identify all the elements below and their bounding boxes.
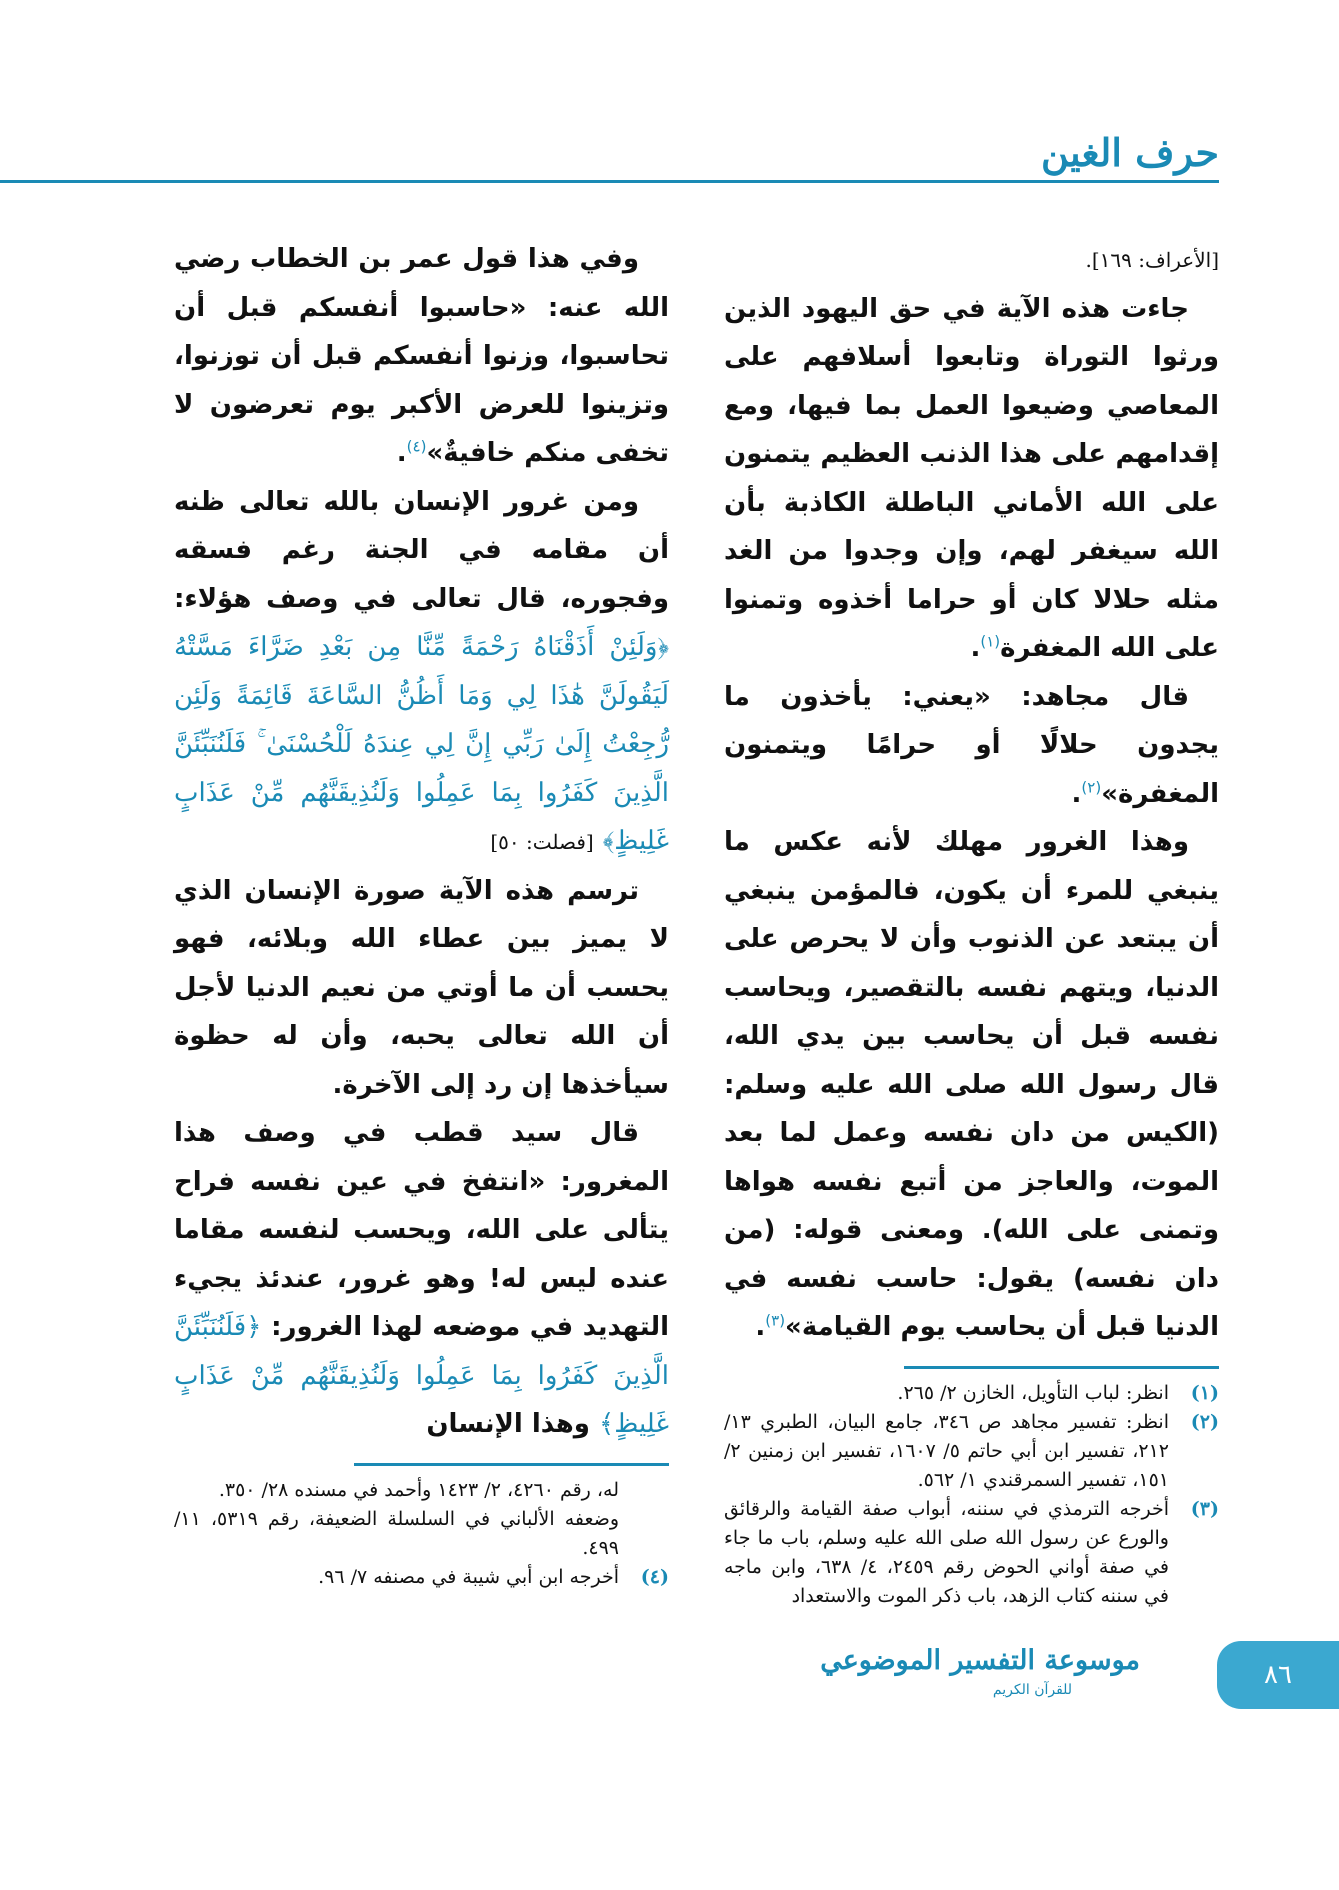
footnote-number: (١) <box>1190 1381 1219 1404</box>
footnote-marker[interactable]: (١) <box>980 632 1001 651</box>
footnote: (٣) أخرجه الترمذي في سننه، أبواب صفة القيامة والرقائق والورع عن رسول الله صلى الله عليه وسلم، باب ما جاء في صفة أواني الحوض رقم ٢٤٥٩، ٤/ ٦٣٨، وابن ماجه في سننه كتاب الزهد، باب ذكر الموت والاستعداد <box>724 1495 1219 1611</box>
right-column-body <box>724 235 1219 1352</box>
footnote-number: (٤) <box>640 1565 669 1588</box>
footnotes-right <box>724 1366 1219 1611</box>
quran-verse: ﴿وَلَئِنْ أَذَقْنَاهُ رَحْمَةً مِّنَّا مِن بَعْدِ ضَرَّاءَ مَسَّتْهُ لَيَقُولَنَّ هَٰذَا لِي وَمَا أَظُنُّ السَّاعَةَ قَائِمَةً وَلَئِن رُّجِعْتُ إِلَىٰ رَبِّي إِنَّ لِي عِندَهُ لَلْحُسْنَىٰ ۚ فَلَنُنَبِّئَنَّ الَّذِينَ كَفَرُوا بِمَا عَمِلُوا وَلَنُذِيقَنَّهُم مِّنْ عَذَابٍ غَلِيظٍ﴾ <box>174 632 669 856</box>
footnote-continuation: له، رقم ٤٢٦٠، ٢/ ١٤٢٣ وأحمد في مسنده ٢٨/ ٣٥٠. <box>218 1478 619 1501</box>
paragraph: وهذا الغرور مهلك لأنه عكس ما ينبغي للمرء أن يكون، فالمؤمن ينبغي أن يبتعد عن الذنوب وأن لا يحرص على الدنيا، ويتهم نفسه بالتقصير، ويحاسب نفسه قبل أن يحاسب بين يدي الله، قال رسول الله صلى الله عليه وسلم: (الكيس من دان نفسه وعمل لما بعد الموت، والعاجز من أتبع نفسه هواها وتمنى على الله). ومعنى قوله: (من دان نفسه) يقول: حاسب نفسه في الدنيا قبل أن يحاسب يوم القيامة»$^{(٣)}$. <box>724 827 1219 1342</box>
footnote-continuation: وضعفه الألباني في السلسلة الضعيفة، رقم ٥٣١٩، ١١/ ٤٩٩. <box>174 1507 619 1559</box>
paragraph: وفي هذا قول عمر بن الخطاب رضي الله عنه: «حاسبوا أنفسكم قبل أن تحاسبوا، وزنوا أنفسكم قبل أن توزنوا، وتزينوا للعرض الأكبر يوم تعرضون لا تخفى منكم خافيةٌ»$^{(٤)}$. <box>174 244 669 468</box>
footnotes-left <box>174 1463 669 1592</box>
encyclopedia-logo <box>820 1641 1140 1721</box>
paragraph: جاءت هذه الآية في حق اليهود الذين ورثوا التوراة وتابعوا أسلافهم على المعاصي وضيعوا العمل بما فيها، ومع إقدامهم على هذا الذنب العظيم يتمنون على الله الأماني الباطلة الكاذبة بأن الله سيغفر لهم، وإن وجدوا من الغد مثله حلالا كان أو حراما أخذوه وتمنوا على الله المغفرة$^{(١)}$. <box>724 293 1219 663</box>
verse-reference: [الأعراف: ١٦٩]. <box>1085 248 1219 272</box>
right-column <box>724 235 1219 1611</box>
left-column <box>174 235 669 1611</box>
footnote-marker[interactable]: (٢) <box>1081 777 1102 796</box>
page-number: ٨٦ <box>1264 1659 1292 1690</box>
page-number-tab <box>1217 1641 1339 1709</box>
verse-reference: [فصلت: ٥٠] <box>490 830 594 854</box>
header-rule <box>0 180 1219 183</box>
paragraph: قال مجاهد: «يعني: يأخذون ما يجدون حلالًا أو حرامًا ويتمنون المغفرة»$^{(٢)}$. <box>724 681 1219 809</box>
footnote-number: (٢) <box>1190 1410 1219 1433</box>
footnote-rule <box>354 1463 669 1466</box>
paragraph: ترسم هذه الآية صورة الإنسان الذي لا يميز بين عطاء الله وبلائه، فهو يحسب أن ما أوتي من نعيم الدنيا لأجل أن الله تعالى يحبه، وأن له حظوة سيأخذها إن رد إلى الآخرة. <box>174 875 669 1100</box>
logo-title: موسوعة التفسير الموضوعي <box>820 1644 1140 1676</box>
chapter-title: حرف الغين <box>1041 130 1219 175</box>
page-header <box>0 0 1339 190</box>
footnote: (١) انظر: لباب التأويل، الخازن ٢/ ٢٦٥. <box>724 1379 1219 1408</box>
footnote: (٤) أخرجه ابن أبي شيبة في مصنفه ٧/ ٩٦. <box>174 1563 669 1592</box>
paragraph: ومن غرور الإنسان بالله تعالى ظنه أن مقامه في الجنة رغم فسقه وفجوره، قال تعالى في وصف هؤلاء: ﴿وَلَئِنْ أَذَقْنَاهُ رَحْمَةً مِّنَّا مِن بَعْدِ ضَرَّاءَ مَسَّتْهُ لَيَقُولَنَّ هَٰذَا لِي وَمَا أَظُنُّ السَّاعَةَ قَائِمَةً وَلَئِن رُّجِعْتُ إِلَىٰ رَبِّي إِنَّ لِي عِندَهُ لَلْحُسْنَىٰ ۚ فَلَنُنَبِّئَنَّ الَّذِينَ كَفَرُوا بِمَا عَمِلُوا وَلَنُذِيقَنَّهُم مِّنْ عَذَابٍ غَلِيظٍ﴾ [فصلت: ٥٠] <box>174 486 669 856</box>
footnote-marker[interactable]: (٤) <box>406 437 427 456</box>
footnote: (٢) انظر: تفسير مجاهد ص ٣٤٦، جامع البيان، الطبري ١٣/ ٢١٢، تفسير ابن أبي حاتم ٥/ ١٦٠٧، تفسير ابن زمنين ٢/ ١٥١، تفسير السمرقندي ١/ ٥٦٢. <box>724 1408 1219 1495</box>
paragraph: قال سيد قطب في وصف هذا المغرور: «انتفخ في عين نفسه فراح يتألى على الله، ويحسب لنفسه مقاما عنده ليس له! وهو غرور، عندئذ يجيء التهديد في موضعه لهذا الغرور: ﴿فَلَنُنَبِّئَنَّ الَّذِينَ كَفَرُوا بِمَا عَمِلُوا وَلَنُذِيقَنَّهُم مِّنْ عَذَابٍ غَلِيظٍ﴾ وهذا الإنسان <box>174 1118 669 1439</box>
text-columns <box>0 235 1339 1611</box>
quran-verse: ﴿فَلَنُنَبِّئَنَّ الَّذِينَ كَفَرُوا بِمَا عَمِلُوا وَلَنُذِيقَنَّهُم مِّنْ عَذَابٍ غَلِيظٍ﴾ <box>174 1312 669 1439</box>
page-footer <box>0 1641 1339 1751</box>
footnote-rule <box>904 1366 1219 1369</box>
footnote-number: (٣) <box>1190 1497 1219 1520</box>
footnote-marker[interactable]: (٣) <box>765 1311 786 1330</box>
left-column-body <box>174 235 669 1449</box>
logo-subtitle: للقرآن الكريم <box>992 1681 1073 1698</box>
